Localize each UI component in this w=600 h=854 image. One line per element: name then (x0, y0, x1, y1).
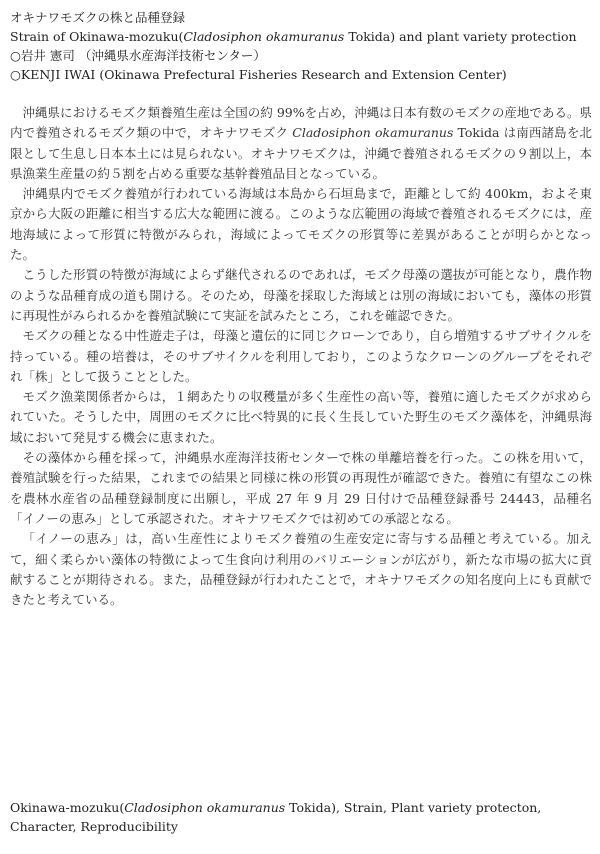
header-spacer (10, 84, 592, 103)
paragraph-7: 「イノーの恵み」は，高い生産性によりモズク養殖の生産安定に寄与する品種と考えている。加えて，細く柔らかい藻体の特徴によって生食向け利用のバリエーションが広がり，新たな市場の拡大に貢献することが期待される。また，品種登録が行われたことで，オキナワモズクの知名度向上にも貢献できたと考えている。 (10, 531, 592, 608)
paragraph-3: こうした形質の特徴が海域によらず継代されるのであれば，モズク母藻の選抜が可能となり，農作物のような品種育成の道も開ける。そのため，母藻を採取した海域とは別の海域においても，藻体の形質に再現性がみられるかを養殖試験にて実証を試みたところ，これを確認できた。 (10, 267, 592, 323)
paragraph-1-a: 沖縄県におけるモズク類養殖生産は全国の約 99%を占め，沖縄は日本有数のモズクの産地である。県内で養殖されるモズク類の中で，オキナワモズク (10, 105, 592, 141)
english-title (10, 27, 592, 46)
japanese-title: オキナワモズクの株と品種登録 (10, 10, 186, 25)
paragraph-1-species: Cladosiphon okamuranus (292, 125, 454, 141)
keywords (10, 798, 592, 836)
paragraph-5: モズク漁業関係者からは，１網あたりの収穫量が多く生産性の高い等，養殖に適したモズクが求められていた。そうした中，周囲のモズクに比べ特異的に長く生長していた野生のモズク藻体を，沖縄県海域において発見する機会に恵まれた。 (10, 389, 592, 445)
keywords-species: Cladosiphon okamuranus (124, 800, 286, 815)
paragraph-1-b: Tokida は南西諸島を北限として生息し日本本土には見られない。オキナワモズクは，沖縄で養殖されるモズクの９割以上，本県漁業生産量の約５割を占める重要な基幹養殖品目となっている。 (10, 125, 592, 181)
english-title-species: Cladosiphon okamuranus (183, 29, 345, 44)
paragraph-1 (10, 103, 592, 184)
english-title-post: Tokida) and plant variety protection (344, 29, 577, 44)
paragraph-4: モズクの種となる中性遊走子は，母藻と遺伝的に同じクローンであり，自ら増殖するサブサイクルを持っている。種の培養は，そのサブサイクルを利用しており，このようなクローンのグループをそれぞれ「株」として扱うこととした。 (10, 328, 592, 384)
author-japanese: ○岩井 憲司 （沖縄県水産海洋技術センター） (10, 48, 266, 63)
keywords-post: Tokida), Strain, Plant variety protecton, Character, Reproducibility (10, 800, 542, 834)
abstract-body (10, 103, 592, 610)
keywords-pre: Okinawa-mozuku( (10, 800, 125, 815)
paragraph-6: その藻体から種を採って，沖縄県水産海洋技術センターで株の単離培養を行った。この株を用いて，養殖試験を行った結果，これまでの結果と同様に株の形質の再現性が確認できた。養殖に有望なこの株を農林水産省の品種登録制度に出願し，平成 27 年 9 月 29 日付けで品種登録番号 24443，品種名「イノーの恵み」として承認された。オキナワモズクでは初めての承認となる。 (10, 450, 592, 526)
author-english: ○KENJI IWAI (Okinawa Prefectural Fisheries Research and Extension Center) (10, 67, 507, 82)
abstract-page (10, 8, 592, 610)
english-title-pre: Strain of Okinawa-mozuku( (10, 29, 184, 44)
paragraph-2: 沖縄県内でモズク養殖が行われている海域は本島から石垣島まで，距離として約 400km，およそ東京から大阪の距離に相当する広大な範囲に渡る。このような広範囲の海域で養殖されるモズクには，産地海域によって形質に特徴がみられ，海域によってモズクの形質等に差異があることが明らかとなった。 (10, 186, 592, 263)
